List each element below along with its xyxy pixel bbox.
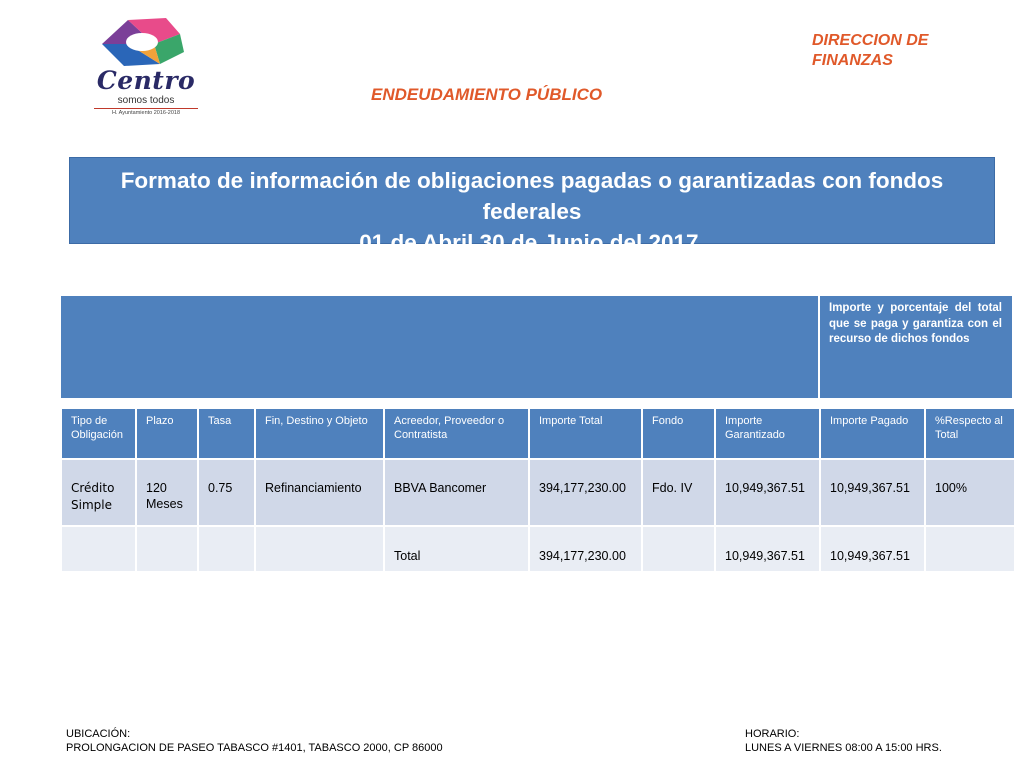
- column-header: Fin, Destino y Objeto: [256, 409, 383, 458]
- footer-hours-value: LUNES A VIERNES 08:00 A 15:00 HRS.: [745, 742, 942, 754]
- cell-plazo: 120 Meses: [137, 460, 197, 525]
- table-header-row: [62, 409, 1014, 458]
- total-importe-pagado: 10,949,367.51: [821, 527, 924, 571]
- cell-empty: [256, 527, 383, 571]
- cell-empty: [62, 527, 135, 571]
- column-header: %Respecto al Total: [926, 409, 1014, 458]
- cell-importe-pagado: 10,949,367.51: [821, 460, 924, 525]
- cell-fondo: Fdo. IV: [643, 460, 714, 525]
- column-header: Importe Garantizado: [716, 409, 819, 458]
- column-header: Importe Total: [530, 409, 641, 458]
- report-title: Formato de información de obligaciones pagadas o garantizadas con fondos federales: [120, 168, 944, 224]
- column-header: Importe Pagado: [821, 409, 924, 458]
- section-title: ENDEUDAMIENTO PÚBLICO: [371, 85, 603, 104]
- cell-tipo: Crédito Simple: [62, 460, 135, 525]
- cell-tasa: 0.75: [199, 460, 254, 525]
- cell-acreedor: BBVA Bancomer: [385, 460, 528, 525]
- footer-location-value: PROLONGACION DE PASEO TABASCO #1401, TABASCO 2000, CP 86000: [66, 742, 443, 754]
- report-title-banner: [69, 157, 995, 255]
- total-importe-total: 394,177,230.00: [530, 527, 641, 571]
- logo-admin: H. Ayuntamiento 2016-2018: [111, 110, 181, 116]
- centro-logo: [88, 14, 204, 118]
- column-header: Tasa: [199, 409, 254, 458]
- footer-hours-label: HORARIO:: [745, 728, 800, 740]
- column-header: Plazo: [137, 409, 197, 458]
- footer-location-label: UBICACIÓN:: [66, 728, 131, 740]
- column-header: Acreedor, Proveedor o Contratista: [385, 409, 528, 458]
- debt-table: [60, 407, 1016, 573]
- logo-divider: [94, 108, 198, 109]
- logo-tagline: somos todos: [117, 95, 175, 106]
- cell-fin: Refinanciamiento: [256, 460, 383, 525]
- cell-empty: [643, 527, 714, 571]
- footer-hours: [745, 727, 942, 755]
- table-group-header: Importe y porcentaje del total que se paga y garantiza con el recurso de dichos fondos: [820, 296, 1012, 398]
- footer-location: [66, 727, 443, 755]
- logo-wordmark: Centro: [96, 66, 196, 95]
- column-header: Tipo de Obligación: [62, 409, 135, 458]
- table-group-header-blank: [61, 296, 818, 398]
- cell-porcentaje: 100%: [926, 460, 1014, 525]
- logo-emblem-icon: [88, 14, 204, 70]
- cell-empty: [199, 527, 254, 571]
- cell-empty: [926, 527, 1014, 571]
- total-importe-garantizado: 10,949,367.51: [716, 527, 819, 571]
- department-name: DIRECCION DE FINANZAS: [812, 32, 929, 69]
- column-header: Fondo: [643, 409, 714, 458]
- cell-importe-garantizado: 10,949,367.51: [716, 460, 819, 525]
- table-row: [62, 460, 1014, 525]
- cell-importe-total: 394,177,230.00: [530, 460, 641, 525]
- table-total-row: [62, 527, 1014, 571]
- cell-empty: [137, 527, 197, 571]
- total-label: Total: [385, 527, 528, 571]
- report-period: 01 de Abril 30 de Junio del 2017.: [359, 230, 705, 255]
